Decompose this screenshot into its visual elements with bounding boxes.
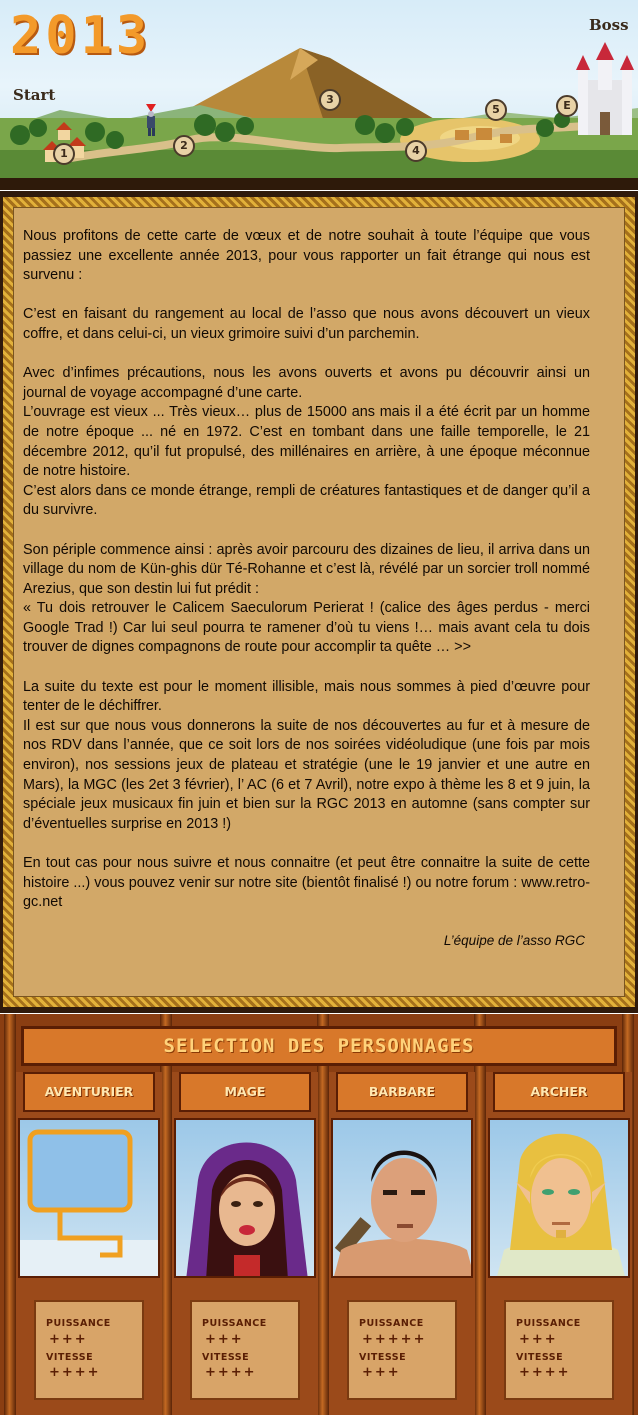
character-card-barbare[interactable] bbox=[329, 1072, 475, 1415]
speed-label: VITESSE bbox=[202, 1352, 250, 1363]
paragraph: C’est en faisant du rangement au local de l’asso que nous avons découvert un vieux coffre, et dans celui-ci, un vieux grimoire suivi d’un parchemin. bbox=[23, 306, 590, 342]
character-name: BARBARE bbox=[336, 1072, 468, 1112]
speed-value: ++++ bbox=[205, 1365, 257, 1380]
paragraph: Son périple commence ainsi : après avoir parcouru des dizaines de lieu, il arriva dans un village du nom de Kün-ghis dür Té-Rohanne et c’est là, révélé par un sorcier troll nommé Arezius, que son destin lui fut prédit : « Tu dois retrouver le Calicem Saeculorum Perierat ! (calice des âges perdus - merci Google Trad !) Car lui seul pourra te ramener d’où tu viens !… mais avant cela tu dois trouver de dignes compagnons de route pour accomplir ta quête … >> bbox=[23, 541, 590, 656]
paragraph: Nous profitons de cette carte de vœux et de notre souhait à toute l’équipe que vous passiez une excellente année 2013, pour vous rapporter un fait étrange qui nous est survenu : bbox=[23, 228, 590, 284]
speed-value: ++++ bbox=[519, 1365, 571, 1380]
character-select bbox=[0, 1014, 638, 1415]
character-name: AVENTURIER bbox=[23, 1072, 155, 1112]
speed-value: +++ bbox=[362, 1365, 401, 1380]
selection-title: SELECTION DES PERSONNAGES bbox=[21, 1026, 617, 1066]
boss-label: Boss bbox=[589, 16, 629, 34]
world-map bbox=[0, 0, 638, 190]
barbarian-face-image bbox=[333, 1120, 473, 1278]
stage-marker-1[interactable]: 1 bbox=[53, 143, 75, 165]
character-name: ARCHER bbox=[493, 1072, 625, 1112]
stage-marker-end[interactable]: E bbox=[556, 95, 578, 117]
stat-box bbox=[34, 1300, 144, 1400]
character-portrait-empty bbox=[18, 1118, 160, 1278]
mage-portrait bbox=[174, 1118, 316, 1278]
mage-face-image bbox=[176, 1120, 316, 1278]
power-label: PUISSANCE bbox=[202, 1318, 267, 1329]
stat-box bbox=[504, 1300, 614, 1400]
paragraph: La suite du texte est pour le moment illisible, mais nous sommes à pied d’œuvre pour tenter de le déchiffrer. Il est sur que nous vous donnerons la suite de nos découvertes au fur et à mesure de nos RDV dans l’année, que ce soit lors de nos soirées vidéoludique (une fois par mois environ), nos sessions jeux de plateau et stratégie (une le 19 janvier et une autre en Mars), la MGC (les 2et 3 février), l’ AC (6 et 7 Avril), notre expo à thème les 8 et 9 juin, la spéciale jeux musicaux fin juin et bien sur la RGC 2013 en automne (sans compter sur d’éventuelles surprise en 2013 !) bbox=[23, 678, 590, 832]
speed-label: VITESSE bbox=[516, 1352, 564, 1363]
speed-label: VITESSE bbox=[46, 1352, 94, 1363]
power-value: +++ bbox=[205, 1332, 244, 1347]
speed-value: ++++ bbox=[49, 1365, 101, 1380]
letter-body bbox=[23, 227, 590, 932]
archer-face-image bbox=[490, 1120, 630, 1278]
speech-bubble-icon bbox=[20, 1120, 160, 1278]
stage-marker-3[interactable]: 3 bbox=[319, 89, 341, 111]
archer-portrait bbox=[488, 1118, 630, 1278]
paragraph: En tout cas pour nous suivre et nous connaitre (et peut être connaitre la suite de cette histoire ...) vous pouvez venir sur notre site (bientôt finalisé !) ou notre forum : www.retro-gc.net bbox=[23, 855, 590, 911]
power-label: PUISSANCE bbox=[516, 1318, 581, 1329]
signature: L’équipe de l’asso RGC bbox=[443, 933, 585, 948]
paragraph: Avec d’infimes précautions, nous les avons ouverts et avons pu découvrir ainsi un journal de voyage accompagné d’une carte. L’ouvrage est vieux ... Très vieux… plus de 15000 ans mais il a été écrit par un homme de notre époque ... né en 1972. C’est en tombant dans une faille temporelle, le 21 décembre 2012, qu’il fut propulsé, des millénaires en arrière, à une époque méconnue de notre histoire. C’est alors dans ce monde étrange, rempli de créatures fantastiques et de danger qu’il a du survivre. bbox=[23, 365, 590, 519]
power-value: +++ bbox=[519, 1332, 558, 1347]
year-title: 2013 bbox=[10, 6, 152, 66]
power-label: PUISSANCE bbox=[46, 1318, 111, 1329]
character-card-archer[interactable] bbox=[486, 1072, 632, 1415]
power-value: +++ bbox=[49, 1332, 88, 1347]
barbarian-portrait bbox=[331, 1118, 473, 1278]
stage-marker-5[interactable]: 5 bbox=[485, 99, 507, 121]
stat-box bbox=[347, 1300, 457, 1400]
character-name: MAGE bbox=[179, 1072, 311, 1112]
power-label: PUISSANCE bbox=[359, 1318, 424, 1329]
power-value: +++++ bbox=[362, 1332, 427, 1347]
pillar bbox=[474, 1014, 486, 1415]
character-card-mage[interactable] bbox=[172, 1072, 318, 1415]
character-card-aventurier[interactable] bbox=[16, 1072, 162, 1415]
stage-marker-2[interactable]: 2 bbox=[173, 135, 195, 157]
story-letter bbox=[0, 191, 638, 1013]
pillar bbox=[317, 1014, 329, 1415]
pillar bbox=[4, 1014, 16, 1415]
stage-marker-4[interactable]: 4 bbox=[405, 140, 427, 162]
stat-box bbox=[190, 1300, 300, 1400]
speed-label: VITESSE bbox=[359, 1352, 407, 1363]
start-label: Start bbox=[13, 86, 56, 104]
